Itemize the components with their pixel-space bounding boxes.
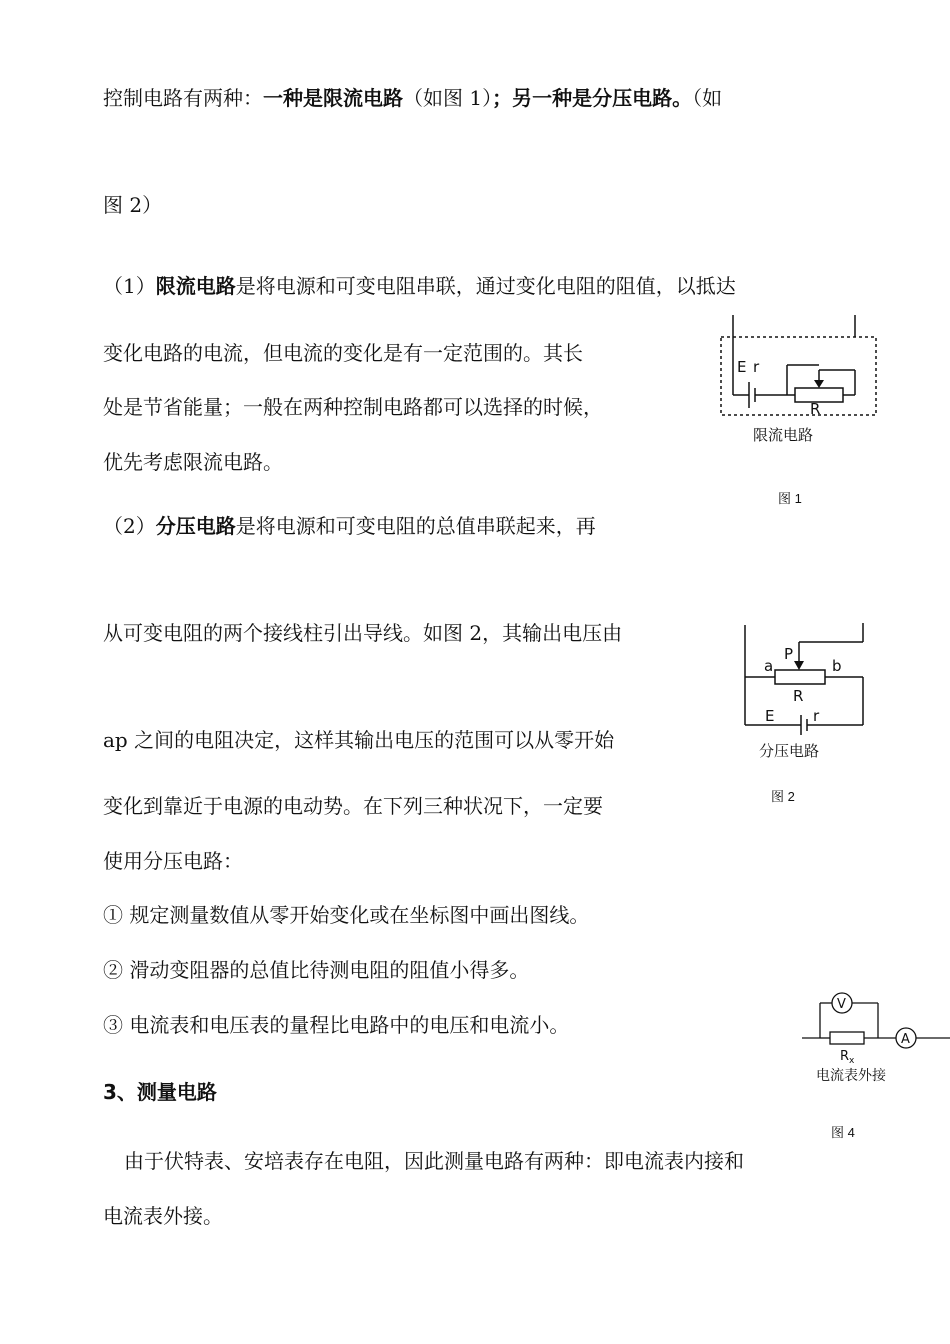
fig1-label-r: r bbox=[753, 358, 760, 376]
intro-line bbox=[103, 85, 722, 111]
divider-rest: 是将电源和可变电阻的总值串联起来，再 bbox=[235, 514, 596, 538]
intro-continuation: 图 2） bbox=[103, 193, 163, 217]
limit-number: （1） bbox=[103, 274, 156, 298]
figure-1-diagram bbox=[715, 310, 885, 460]
divider-line-3: ap 之间的电阻决定，这样其输出电压的范围可以从零开始 bbox=[103, 728, 615, 752]
divider-line-1 bbox=[103, 513, 596, 539]
figure-4-diagram bbox=[798, 988, 950, 1088]
figure-2-diagram bbox=[735, 615, 875, 770]
limit-line-4: 优先考虑限流电路。 bbox=[103, 450, 283, 474]
figure-1-caption: 图 1 bbox=[778, 491, 802, 506]
fig2-label-R: R bbox=[793, 687, 804, 705]
intro-text-3: （如 bbox=[692, 86, 723, 110]
divider-number: （2） bbox=[103, 514, 156, 538]
fig4-resistor-label: R bbox=[840, 1049, 850, 1064]
figure-4-caption: 图 4 bbox=[831, 1125, 855, 1140]
limit-line-3: 处是节省能量；一般在两种控制电路都可以选择的时候， bbox=[103, 395, 603, 419]
intro-text-1: 控制电路有两种： bbox=[103, 86, 263, 110]
measure-line-1: 由于伏特表、安培表存在电阻，因此测量电路有两种：即电流表内接和 bbox=[124, 1149, 744, 1173]
condition-3: ③ 电流表和电压表的量程比电路中的电压和电流小。 bbox=[103, 1013, 570, 1037]
divider-line-5: 使用分压电路： bbox=[103, 849, 243, 873]
condition-1: ① 规定测量数值从零开始变化或在坐标图中画出图线。 bbox=[103, 903, 590, 927]
intro-bold-1: 一种是限流电路 bbox=[263, 86, 403, 110]
fig4-title: 电流表外接 bbox=[816, 1068, 886, 1084]
fig2-label-P: P bbox=[784, 645, 794, 663]
fig2-label-b: b bbox=[832, 657, 842, 675]
intro-bold-2: ；另一种是分压电路。 bbox=[492, 86, 693, 110]
fig1-title: 限流电路 bbox=[753, 426, 814, 444]
fig4-voltmeter-label: V bbox=[837, 997, 846, 1012]
fig2-title: 分压电路 bbox=[759, 742, 820, 760]
limit-line-1 bbox=[103, 273, 736, 299]
divider-term: 分压电路 bbox=[155, 514, 236, 538]
fig4-resistor-subscript: x bbox=[849, 1056, 855, 1066]
fig1-label-R: R bbox=[810, 400, 821, 418]
fig2-label-r: r bbox=[813, 707, 820, 725]
section-heading: 3、测量电路 bbox=[103, 1080, 217, 1104]
fig4-ammeter-label: A bbox=[901, 1032, 910, 1047]
limit-term: 限流电路 bbox=[155, 274, 236, 298]
fig2-label-E: E bbox=[765, 707, 775, 725]
condition-2: ② 滑动变阻器的总值比待测电阻的阻值小得多。 bbox=[103, 958, 530, 982]
fig1-label-E: E bbox=[737, 358, 747, 376]
limit-line-2: 变化电路的电流，但电流的变化是有一定范围的。其长 bbox=[103, 341, 583, 365]
fig1-slider-arrow bbox=[814, 380, 824, 388]
figure-2-caption: 图 2 bbox=[771, 789, 795, 804]
intro-text-2: （如图 1） bbox=[403, 86, 493, 110]
divider-line-4: 变化到靠近于电源的电动势。在下列三种状况下，一定要 bbox=[103, 794, 603, 818]
fig2-label-a: a bbox=[764, 657, 774, 675]
divider-line-2: 从可变电阻的两个接线柱引出导线。如图 2，其输出电压由 bbox=[103, 621, 623, 645]
fig2-slider-arrow bbox=[794, 661, 804, 670]
measure-line-2: 电流表外接。 bbox=[103, 1204, 223, 1228]
limit-rest: 是将电源和可变电阻串联，通过变化电阻的阻值，以抵达 bbox=[235, 274, 736, 298]
